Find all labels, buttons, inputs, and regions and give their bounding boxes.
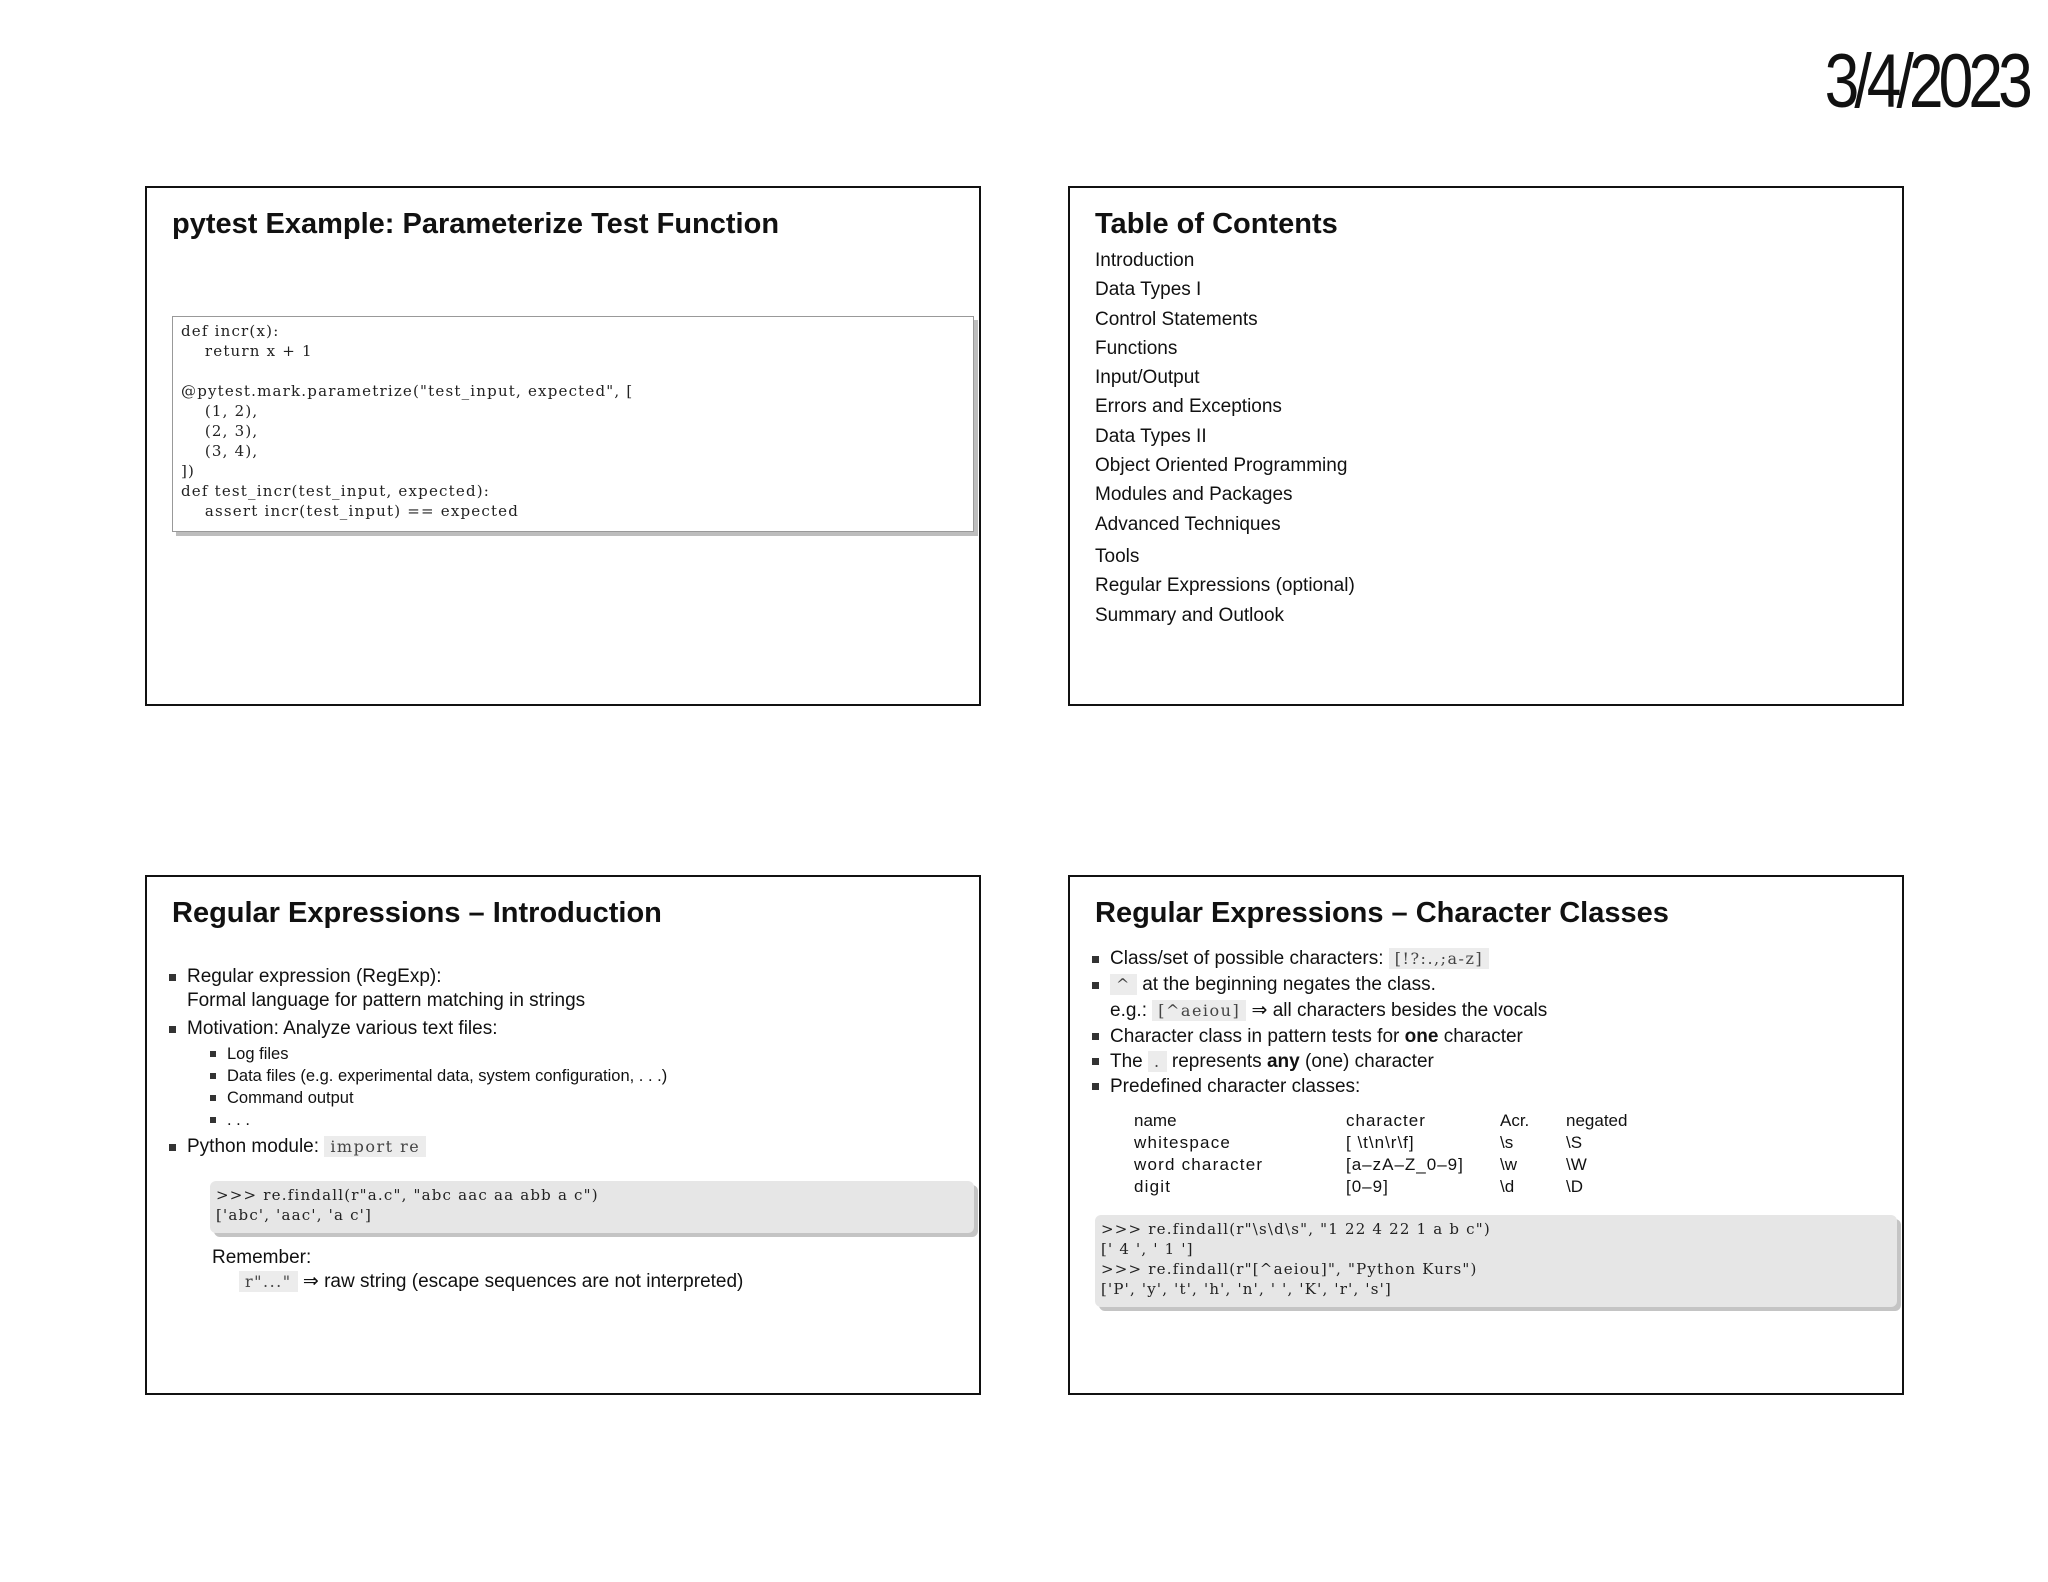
bullet-marker bbox=[1092, 1083, 1099, 1090]
example-line bbox=[1110, 998, 1900, 1024]
sub-list bbox=[187, 1043, 977, 1131]
table-cell: [a–zA–Z_0–9] bbox=[1346, 1155, 1464, 1174]
sub-item bbox=[187, 1065, 977, 1087]
bullet-item bbox=[1070, 945, 1900, 972]
bullet-list bbox=[1070, 945, 1900, 1099]
remember-line bbox=[239, 1270, 743, 1293]
table-cell: word character bbox=[1134, 1155, 1264, 1174]
table-row bbox=[1134, 1133, 1666, 1155]
bullet-text: Character class in pattern tests for bbox=[1110, 1026, 1400, 1047]
bullet-item bbox=[1070, 1024, 1900, 1049]
toc-item[interactable]: Input/Output bbox=[1095, 367, 1200, 389]
bullet-marker bbox=[210, 1051, 216, 1057]
sub-item-text: Command output bbox=[227, 1089, 354, 1107]
toc-item[interactable]: Tools bbox=[1095, 545, 1140, 567]
bullet-marker bbox=[210, 1095, 216, 1101]
table-cell: \d bbox=[1500, 1177, 1515, 1196]
bullet-text: represents bbox=[1171, 1051, 1262, 1072]
toc-item[interactable]: Summary and Outlook bbox=[1095, 604, 1285, 626]
slide-title: Regular Expressions – Introduction bbox=[172, 897, 662, 929]
inline-code: r"..." bbox=[239, 1271, 298, 1292]
bullet-marker bbox=[1092, 982, 1099, 989]
table-header: Acr. bbox=[1500, 1111, 1530, 1130]
bullet-marker bbox=[210, 1073, 216, 1079]
sub-item-text: Log files bbox=[227, 1045, 289, 1063]
bullet-item bbox=[1070, 972, 1900, 1024]
bullet-item bbox=[147, 1135, 977, 1159]
bullet-text: (one) character bbox=[1305, 1051, 1434, 1072]
table-cell: \S bbox=[1566, 1133, 1583, 1152]
bullet-text: The bbox=[1110, 1051, 1143, 1072]
bullet-marker bbox=[169, 1026, 176, 1033]
toc-item[interactable]: Data Types II bbox=[1095, 425, 1207, 447]
character-class-table bbox=[1134, 1111, 1666, 1199]
table-row bbox=[1134, 1155, 1666, 1177]
table-cell: digit bbox=[1134, 1177, 1172, 1196]
slide-pytest-example bbox=[145, 186, 981, 706]
remember-text: ⇒ raw string (escape sequences are not interpreted) bbox=[302, 1271, 744, 1292]
slide-title: Table of Contents bbox=[1095, 208, 1338, 240]
toc-item[interactable]: Data Types I bbox=[1095, 279, 1202, 301]
table-cell: \D bbox=[1566, 1177, 1583, 1196]
inline-code: [^aeiou] bbox=[1152, 1000, 1246, 1021]
bullet-text: at the beginning negates the class. bbox=[1142, 974, 1436, 995]
bullet-marker bbox=[169, 1144, 176, 1151]
inline-code: [!?:.,;a-z] bbox=[1389, 948, 1489, 969]
sub-item-text: . . . bbox=[227, 1111, 250, 1129]
bullet-marker bbox=[210, 1117, 216, 1123]
code-block: >>> re.findall(r"\s\d\s", "1 22 4 22 1 a b c") [' 4 ', ' 1 '] >>> re.findall(r"[^aeiou]", "Python Kurs") ['P', 'y', 't', 'h', 'n', ' ', 'K', 'r', 's'] bbox=[1095, 1215, 1897, 1307]
bullet-marker bbox=[1092, 1058, 1099, 1065]
table-header: character bbox=[1346, 1111, 1426, 1130]
toc-item[interactable]: Control Statements bbox=[1095, 308, 1258, 330]
sub-item bbox=[187, 1087, 977, 1109]
toc-item[interactable]: Modules and Packages bbox=[1095, 484, 1293, 506]
bullet-text: Motivation: Analyze various text files: bbox=[187, 1018, 498, 1039]
bullet-marker bbox=[1092, 1033, 1099, 1040]
table-cell: \s bbox=[1500, 1133, 1514, 1152]
bullet-text: character bbox=[1443, 1026, 1523, 1047]
sub-item bbox=[187, 1043, 977, 1065]
inline-code: ^ bbox=[1110, 974, 1137, 995]
page-date: 3/4/2023 bbox=[1824, 39, 2028, 124]
bullet-text: Class/set of possible characters: bbox=[1110, 948, 1384, 969]
slide-title: pytest Example: Parameterize Test Function bbox=[172, 208, 780, 240]
emphasis: one bbox=[1404, 1026, 1439, 1047]
remember-label: Remember: bbox=[212, 1247, 312, 1268]
inline-code: import re bbox=[324, 1136, 426, 1157]
example-label: e.g.: bbox=[1110, 1000, 1147, 1021]
example-text: ⇒ all characters besides the vocals bbox=[1251, 1000, 1548, 1021]
bullet-marker bbox=[169, 974, 176, 981]
slide-regex-introduction bbox=[145, 875, 981, 1395]
table-cell: whitespace bbox=[1134, 1133, 1232, 1152]
toc-item[interactable]: Functions bbox=[1095, 337, 1178, 359]
bullet-text: Formal language for pattern matching in strings bbox=[187, 990, 586, 1011]
bullet-marker bbox=[1092, 956, 1099, 963]
emphasis: any bbox=[1266, 1051, 1300, 1072]
toc-list bbox=[1095, 246, 1355, 630]
table-cell: \W bbox=[1566, 1155, 1587, 1174]
table-row bbox=[1134, 1177, 1666, 1199]
table-header-row bbox=[1134, 1111, 1666, 1133]
table-cell: \w bbox=[1500, 1155, 1517, 1174]
table-header: negated bbox=[1566, 1111, 1628, 1130]
slide-table-of-contents bbox=[1068, 186, 1904, 706]
toc-item[interactable]: Advanced Techniques bbox=[1095, 513, 1281, 535]
bullet-item bbox=[147, 965, 977, 1013]
table-header: name bbox=[1134, 1111, 1177, 1130]
bullet-item bbox=[1070, 1049, 1900, 1074]
bullet-text: Python module: bbox=[187, 1136, 320, 1157]
bullet-text: Predefined character classes: bbox=[1110, 1076, 1361, 1097]
bullet-list bbox=[147, 965, 977, 1159]
table-cell: [ \t\n\r\f] bbox=[1346, 1133, 1415, 1152]
bullet-item bbox=[147, 1017, 977, 1131]
sub-item bbox=[187, 1109, 977, 1131]
sub-item-text: Data files (e.g. experimental data, system configuration, . . .) bbox=[227, 1067, 668, 1085]
slide-title: Regular Expressions – Character Classes bbox=[1095, 897, 1669, 929]
inline-code: . bbox=[1148, 1051, 1167, 1072]
toc-item[interactable]: Introduction bbox=[1095, 250, 1195, 271]
code-block: >>> re.findall(r"a.c", "abc aac aa abb a c") ['abc', 'aac', 'a c'] bbox=[210, 1181, 974, 1233]
toc-item[interactable]: Regular Expressions (optional) bbox=[1095, 575, 1355, 597]
slide-regex-character-classes bbox=[1068, 875, 1904, 1395]
bullet-text: Regular expression (RegExp): bbox=[187, 966, 442, 987]
table-cell: [0–9] bbox=[1346, 1177, 1389, 1196]
toc-item[interactable]: Object Oriented Programming bbox=[1095, 455, 1348, 477]
toc-item[interactable]: Errors and Exceptions bbox=[1095, 396, 1282, 418]
bullet-item bbox=[1070, 1074, 1900, 1099]
code-block: def incr(x): return x + 1 @pytest.mark.parametrize("test_input, expected", [ (1, 2), (2, 3), (3, 4), ]) def test_incr(test_input, expected): assert incr(test_input) == expected bbox=[172, 316, 974, 532]
